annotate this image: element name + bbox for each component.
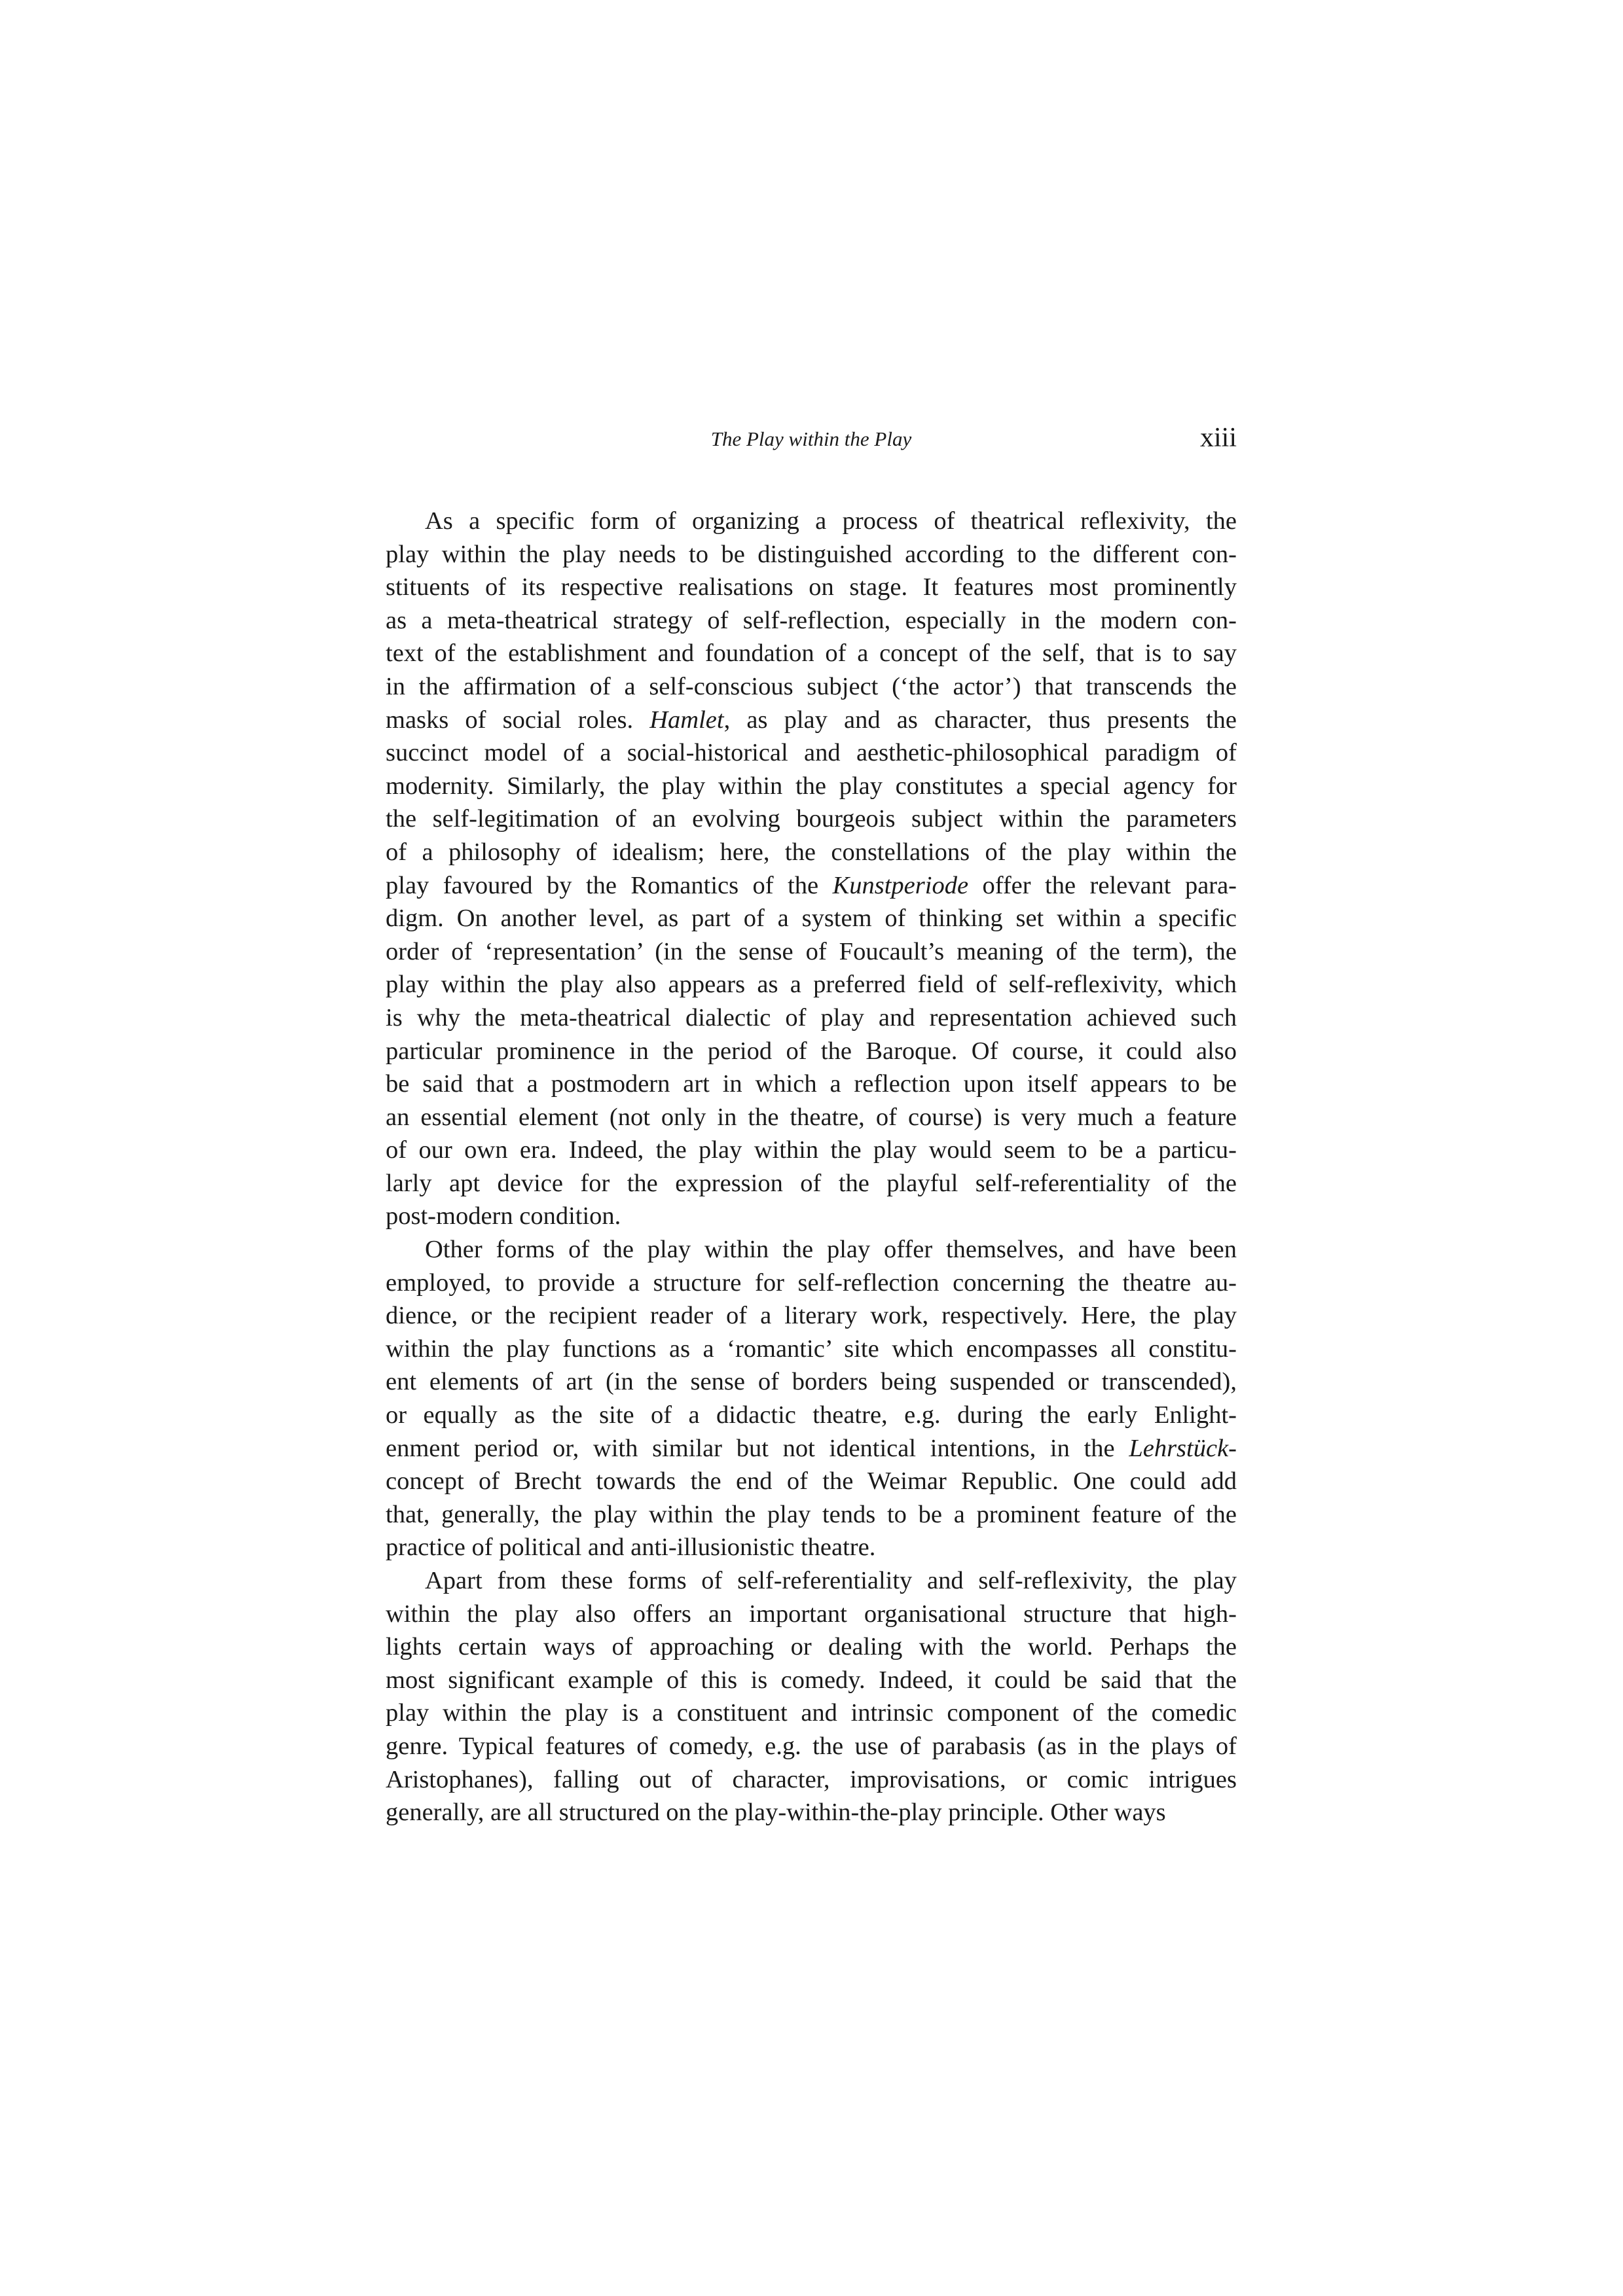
- text-run: is why the meta-theatrical dialectic of play and representation achieved such: [386, 1003, 1237, 1031]
- text-run: stituents of its respective realisations on stage. It features most prominently: [386, 573, 1237, 601]
- text-line: [386, 1101, 1237, 1134]
- text-run: , as play and as character, thus presents the: [723, 706, 1237, 734]
- text-line: [386, 1299, 1237, 1333]
- text-run: play within the play is a constituent and intrinsic component of the comedic: [386, 1699, 1237, 1727]
- text-run: larly apt device for the expression of the playful self-referentiality of the: [386, 1169, 1237, 1197]
- running-head: [386, 422, 1237, 461]
- text-run: within the play also offers an important organisational structure that high-: [386, 1600, 1237, 1628]
- text-run: as a meta-theatrical strategy of self-reflection, especially in the modern con-: [386, 606, 1237, 634]
- text-run: that, generally, the play within the play tends to be a prominent feature of the: [386, 1500, 1237, 1528]
- text-line: [386, 1498, 1237, 1532]
- text-line: [386, 1730, 1237, 1763]
- text-run: Aristophanes), falling out of character, improvisations, or comic intrigues: [386, 1765, 1237, 1793]
- text-line: [386, 1399, 1237, 1432]
- text-line: [386, 1763, 1237, 1797]
- text-run: post-modern condition.: [386, 1202, 621, 1230]
- text-line: [386, 935, 1237, 969]
- text-line: [386, 538, 1237, 571]
- text-run: be said that a postmodern art in which a reflection upon itself appears to be: [386, 1070, 1237, 1098]
- text-run: play within the play also appears as a preferred field of self-reflexivity, which: [386, 971, 1237, 999]
- body-text: [386, 505, 1237, 1829]
- text-line: [386, 1630, 1237, 1664]
- text-line: [386, 637, 1237, 670]
- text-run: As a specific form of organizing a process of theatrical reflexivity, the: [425, 507, 1237, 535]
- text-line: [386, 1531, 1237, 1564]
- text-run: genre. Typical features of comedy, e.g. the use of parabasis (as in the plays of: [386, 1732, 1237, 1760]
- text-line: [386, 1035, 1237, 1068]
- paragraph: [386, 505, 1237, 1233]
- text-run: Apart from these forms of self-referentiality and self-reflexivity, the play: [425, 1567, 1237, 1594]
- italic-text: Lehrstück: [1129, 1434, 1229, 1462]
- text-line: [386, 505, 1237, 538]
- running-title: The Play within the Play: [710, 427, 912, 450]
- text-line: [386, 1432, 1237, 1465]
- text-line: [386, 1796, 1237, 1829]
- text-line: [386, 571, 1237, 604]
- text-line: [386, 1200, 1237, 1233]
- text-run: of a philosophy of idealism; here, the constellations of the play within the: [386, 838, 1237, 866]
- text-run: ent elements of art (in the sense of borders being suspended or transcended),: [386, 1368, 1237, 1396]
- text-run: or equally as the site of a didactic theatre, e.g. during the early Enlight-: [386, 1401, 1237, 1429]
- text-line: [386, 604, 1237, 637]
- text-run: lights certain ways of approaching or dealing with the world. Perhaps the: [386, 1633, 1237, 1661]
- text-line: [386, 1266, 1237, 1300]
- text-run: play favoured by the Romantics of the: [386, 871, 833, 899]
- text-line: [386, 1333, 1237, 1366]
- text-line: [386, 1465, 1237, 1498]
- text-run: Other forms of the play within the play offer themselves, and have been: [425, 1236, 1237, 1264]
- text-line: [386, 1067, 1237, 1101]
- text-run: modernity. Similarly, the play within the play constitutes a special agency for: [386, 772, 1237, 800]
- text-line: [386, 802, 1237, 836]
- text-line: [386, 770, 1237, 803]
- text-line: [386, 1233, 1237, 1266]
- text-run: practice of political and anti-illusionistic theatre.: [386, 1534, 876, 1562]
- text-run: generally, are all structured on the play-within-the-play principle. Other ways: [386, 1799, 1166, 1827]
- italic-text: Kunstperiode: [832, 871, 969, 899]
- text-run: particular prominence in the period of the Baroque. Of course, it could also: [386, 1037, 1237, 1065]
- text-run: in the affirmation of a self-conscious subject (‘the actor’) that transcends the: [386, 672, 1237, 700]
- text-run: an essential element (not only in the theatre, of course) is very much a feature: [386, 1103, 1237, 1131]
- text-run: -: [1228, 1434, 1237, 1462]
- text-line: [386, 869, 1237, 903]
- text-run: the self-legitimation of an evolving bourgeois subject within the parameters: [386, 805, 1237, 833]
- page-number: xiii: [1199, 423, 1237, 453]
- text-run: play within the play needs to be distinguished according to the different con-: [386, 540, 1237, 568]
- text-line: [386, 1598, 1237, 1631]
- text-line: [386, 1664, 1237, 1697]
- text-run: enment period or, with similar but not identical intentions, in the: [386, 1434, 1129, 1462]
- text-run: order of ‘representation’ (in the sense of Foucault’s meaning of the term), the: [386, 937, 1237, 965]
- text-line: [386, 836, 1237, 869]
- text-run: within the play functions as a ‘romantic’ site which encompasses all constitu-: [386, 1335, 1237, 1363]
- text-run: of our own era. Indeed, the play within the play would seem to be a particu-: [386, 1136, 1237, 1164]
- text-line: [386, 968, 1237, 1001]
- text-line: [386, 670, 1237, 704]
- text-line: [386, 1167, 1237, 1200]
- text-line: [386, 1696, 1237, 1730]
- text-run: digm. On another level, as part of a system of thinking set within a specific: [386, 905, 1237, 933]
- text-run: text of the establishment and foundation of a concept of the self, that is to say: [386, 639, 1237, 668]
- italic-text: Hamlet: [649, 706, 724, 734]
- text-line: [386, 1134, 1237, 1167]
- text-run: masks of social roles.: [386, 706, 650, 734]
- text-line: [386, 704, 1237, 737]
- text-run: offer the relevant para-: [968, 871, 1237, 899]
- text-line: [386, 902, 1237, 935]
- text-line: [386, 1564, 1237, 1598]
- text-run: dience, or the recipient reader of a literary work, respectively. Here, the play: [386, 1302, 1237, 1330]
- text-run: most significant example of this is comedy. Indeed, it could be said that the: [386, 1666, 1237, 1694]
- text-line: [386, 1365, 1237, 1399]
- paragraph: [386, 1564, 1237, 1829]
- text-run: succinct model of a social-historical and aesthetic-philosophical paradigm of: [386, 739, 1237, 767]
- text-line: [386, 736, 1237, 770]
- text-line: [386, 1001, 1237, 1035]
- text-run: employed, to provide a structure for self-reflection concerning the theatre au-: [386, 1268, 1237, 1297]
- paragraph: [386, 1233, 1237, 1564]
- text-run: concept of Brecht towards the end of the Weimar Republic. One could add: [386, 1467, 1237, 1496]
